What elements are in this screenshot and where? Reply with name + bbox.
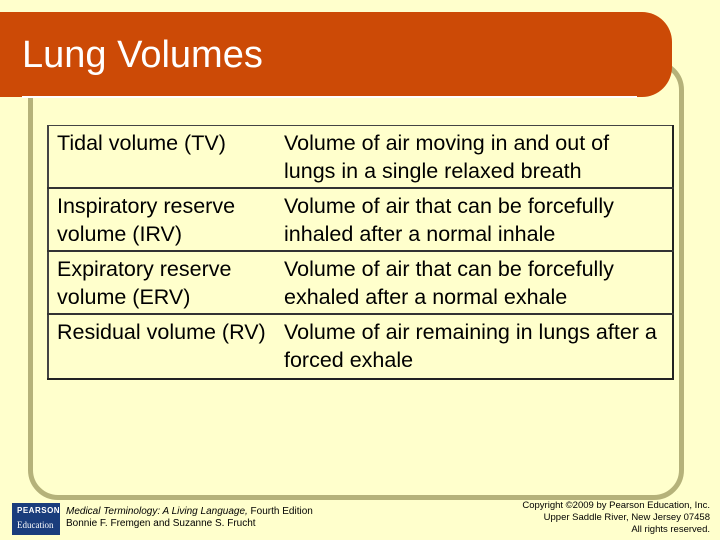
- term-cell: Tidal volume (TV): [48, 126, 275, 189]
- term-cell: Expiratory reserve volume (ERV): [48, 251, 275, 314]
- table-row: [48, 188, 673, 251]
- term-cell: Inspiratory reserve volume (IRV): [48, 188, 275, 251]
- definition-cell: Volume of air that can be forcefully inhaled after a normal inhale: [275, 188, 673, 251]
- table-row: [48, 314, 673, 379]
- copyright-line2: Upper Saddle River, New Jersey 07458: [543, 512, 710, 523]
- footer-copyright: [522, 500, 710, 536]
- copyright-line1: Copyright ©2009 by Pearson Education, Inc.: [522, 500, 710, 511]
- book-edition: Fourth Edition: [247, 506, 313, 517]
- logo-line1: PEARSON: [17, 506, 61, 515]
- slide-title: Lung Volumes: [22, 34, 263, 76]
- table-row: [48, 251, 673, 314]
- title-underline: [22, 96, 637, 98]
- definition-cell: Volume of air moving in and out of lungs in a single relaxed breath: [275, 126, 673, 189]
- copyright-line3: All rights reserved.: [631, 524, 710, 535]
- definition-cell: Volume of air that can be forcefully exhaled after a normal exhale: [275, 251, 673, 314]
- lung-volumes-table: [47, 125, 674, 380]
- citation-line1: [66, 506, 313, 518]
- footer-citation: [66, 506, 313, 530]
- book-authors: Bonnie F. Fremgen and Suzanne S. Frucht: [66, 518, 256, 529]
- term-cell: Residual volume (RV): [57, 320, 266, 344]
- pearson-education-logo: [12, 503, 60, 535]
- table-row: [48, 126, 673, 189]
- book-title: Medical Terminology: A Living Language,: [66, 506, 248, 517]
- definition-cell: Volume of air remaining in lungs after a forced exhale: [284, 320, 657, 372]
- logo-line2: Education: [17, 520, 54, 530]
